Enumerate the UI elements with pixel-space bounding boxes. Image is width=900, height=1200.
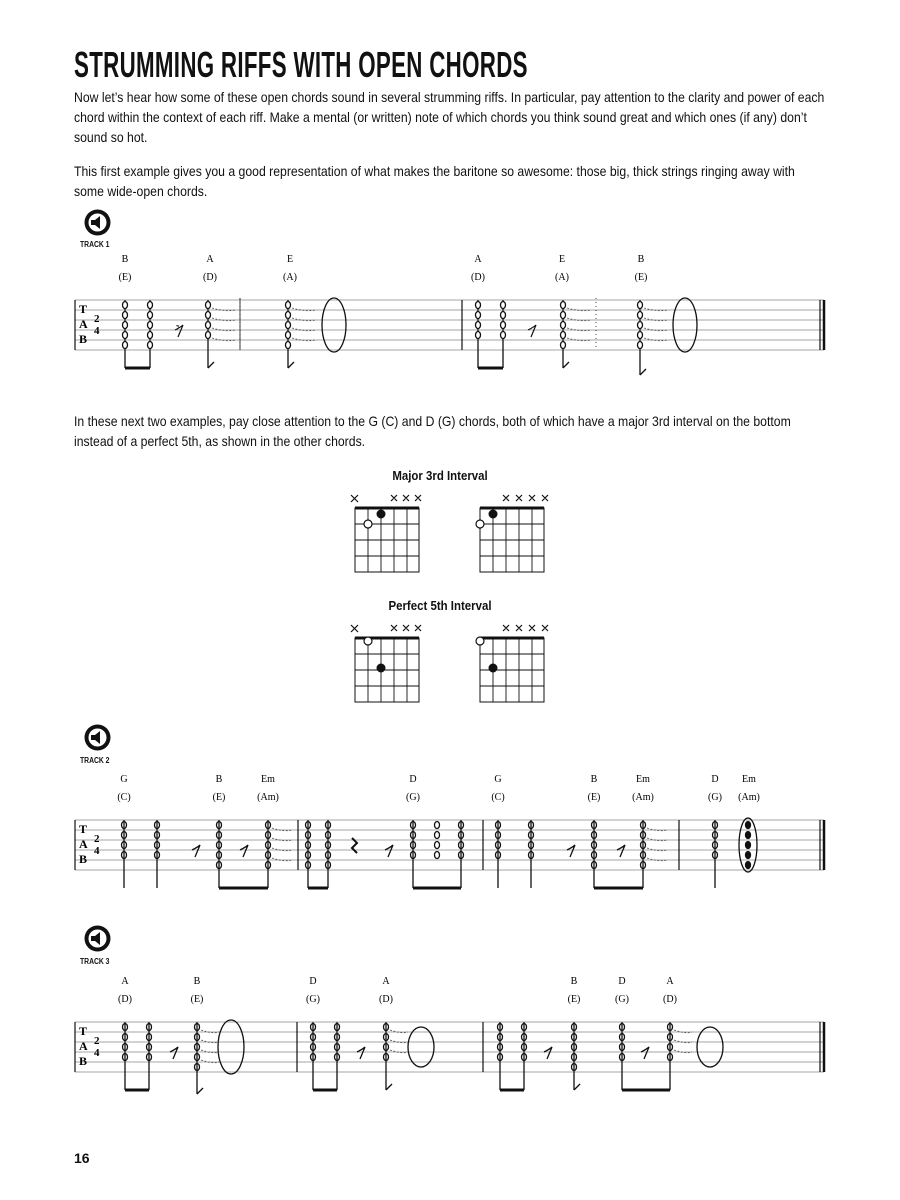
svg-text:B: B [79, 1054, 88, 1068]
chord-stack [746, 822, 751, 869]
chord-sub: (D) [471, 272, 485, 283]
svg-text:(E): (E) [212, 792, 226, 803]
chord-stack [476, 300, 481, 350]
chord-name: A [474, 254, 482, 265]
eighth-rest: 𝄾 [176, 321, 180, 336]
svg-text:B: B [215, 774, 223, 785]
svg-text:4: 4 [94, 1047, 100, 1059]
svg-text:A: A [79, 837, 88, 851]
svg-text:B: B [570, 976, 578, 987]
svg-text:T: T [79, 822, 88, 836]
time-sig-bottom: 4 [94, 325, 100, 337]
tab-staff-track-2 [0, 770, 900, 900]
track-3-label: TRACK 3 [80, 957, 110, 966]
chord-stack [501, 300, 506, 350]
svg-text:(G): (G) [406, 792, 420, 803]
chord-diagram-1 [351, 495, 421, 572]
chord-sub: (E) [634, 272, 648, 283]
svg-text:(D): (D) [118, 994, 132, 1005]
svg-text:2: 2 [94, 1035, 100, 1047]
chord-diagram-2 [476, 495, 548, 572]
audio-speaker-icon-track-3[interactable] [84, 925, 111, 952]
svg-text:(Am): (Am) [257, 792, 279, 803]
page-number: 16 [74, 1150, 90, 1166]
chord-stack [148, 300, 153, 350]
svg-text:B: B [79, 852, 88, 866]
tab-clef-a: A [79, 317, 88, 331]
svg-text:2: 2 [94, 833, 100, 845]
tab-clef-b: B [79, 332, 88, 346]
svg-text:(E): (E) [567, 994, 581, 1005]
interval-paragraph: In these next two examples, pay close attention to the G (C) and D (G) chords, both of which have a major 3rd interval on the bottom instead of a perfect 5th, as shown in the other chords. [74, 414, 791, 449]
svg-text:T: T [79, 1024, 88, 1038]
svg-text:A: A [666, 976, 674, 987]
chord-stack [638, 300, 643, 350]
track-1-label: TRACK 1 [80, 240, 110, 249]
svg-text:(G): (G) [306, 994, 320, 1005]
track-2-label: TRACK 2 [80, 756, 110, 765]
chord-name: E [286, 254, 294, 265]
svg-text:4: 4 [94, 845, 100, 857]
svg-text:(Am): (Am) [632, 792, 654, 803]
audio-speaker-icon-track-1[interactable] [84, 209, 111, 236]
tab-clef-t: T [79, 302, 88, 316]
svg-text:D: D [309, 976, 317, 987]
svg-text:B: B [193, 976, 201, 987]
svg-text:Em: Em [261, 774, 275, 785]
svg-text:G: G [494, 774, 502, 785]
chord-sub: (A) [555, 272, 569, 283]
time-sig-top: 2 [94, 313, 100, 325]
audio-speaker-icon-track-2[interactable] [84, 724, 111, 751]
svg-text:D: D [711, 774, 719, 785]
chord-name: A [206, 254, 214, 265]
chord-sub: (A) [283, 272, 297, 283]
chord-name: B [637, 254, 645, 265]
chord-diagram-4 [476, 625, 548, 702]
chord-diagram-3 [351, 625, 421, 702]
svg-text:Em: Em [742, 774, 756, 785]
svg-text:B: B [590, 774, 598, 785]
svg-text:(Am): (Am) [738, 792, 760, 803]
chord-stack [123, 300, 128, 350]
chord-stack [206, 300, 211, 350]
chord-stack [286, 300, 291, 350]
perfect-5th-title: Perfect 5th Interval [388, 598, 492, 613]
major-3rd-diagrams [340, 488, 580, 578]
chord-sub: (D) [203, 272, 217, 283]
svg-text:A: A [79, 1039, 88, 1053]
chord-stack [561, 300, 566, 350]
svg-text:(D): (D) [379, 994, 393, 1005]
page-title: STRUMMING RIFFS WITH OPEN CHORDS [74, 44, 528, 85]
svg-text:(G): (G) [615, 994, 629, 1005]
svg-text:(C): (C) [117, 792, 131, 803]
svg-text:(D): (D) [663, 994, 677, 1005]
tab-staff-track-3 [0, 972, 900, 1102]
major-3rd-title: Major 3rd Interval [392, 468, 488, 483]
svg-text:(E): (E) [587, 792, 601, 803]
svg-text:G: G [120, 774, 128, 785]
svg-text:(E): (E) [190, 994, 204, 1005]
chord-name: E [558, 254, 566, 265]
svg-text:A: A [382, 976, 390, 987]
chord-sub: (E) [118, 272, 132, 283]
chord-name: B [121, 254, 129, 265]
svg-text:(C): (C) [491, 792, 505, 803]
svg-text:(G): (G) [708, 792, 722, 803]
example-paragraph: This first example gives you a good representation of what makes the baritone so awesome: those big, thick strings ringing away with some wide-open chords. [74, 164, 795, 199]
tab-staff-track-1 [0, 250, 900, 390]
svg-text:Em: Em [636, 774, 650, 785]
svg-text:D: D [618, 976, 626, 987]
svg-text:D: D [409, 774, 417, 785]
intro-paragraph: Now let’s hear how some of these open chords sound in several strumming riffs. In particular, pay attention to the clarity and power of each chord within the context of each riff. Make a mental (or written) note of which chords you think sound great and which ones (if any) don’t sound so hot. [74, 90, 825, 145]
svg-text:A: A [121, 976, 129, 987]
perfect-5th-diagrams [340, 618, 580, 708]
